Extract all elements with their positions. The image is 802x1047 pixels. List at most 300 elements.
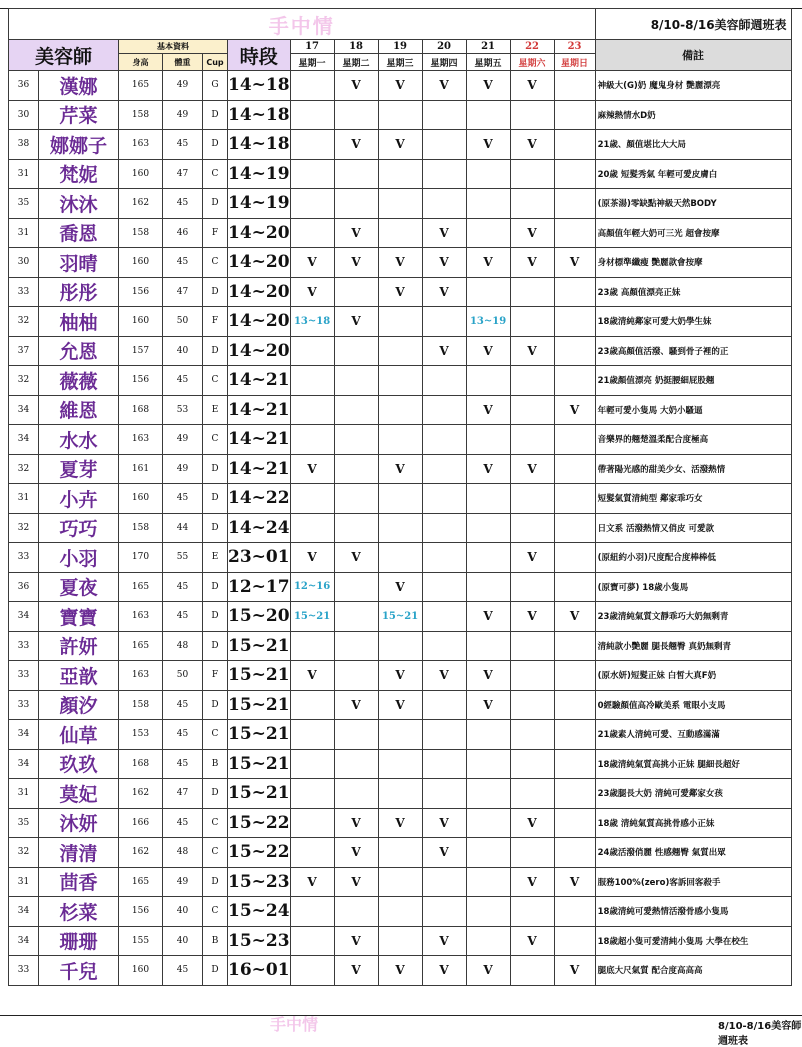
cup-cell: D (203, 130, 228, 160)
day-cell (334, 897, 378, 927)
age-cell: 31 (9, 484, 39, 514)
day-cell: V (554, 395, 595, 425)
height-cell: 153 (119, 720, 163, 750)
day-cell (466, 189, 510, 219)
age-cell: 33 (9, 690, 39, 720)
day-cell (290, 838, 334, 868)
remark-cell: (原茶湯)零缺點神級天然BODY (595, 189, 791, 219)
day-cell: V (422, 277, 466, 307)
day-cell: V (334, 867, 378, 897)
weight-cell: 45 (163, 602, 203, 632)
height-cell: 166 (119, 808, 163, 838)
age-cell: 34 (9, 602, 39, 632)
day-cell: V (510, 218, 554, 248)
day-cell (554, 100, 595, 130)
remark-cell: 日文系 活潑熱情又俏皮 可愛款 (595, 513, 791, 543)
day-cell (378, 484, 422, 514)
weight-cell: 40 (163, 926, 203, 956)
day-cell: V (378, 690, 422, 720)
age-cell: 32 (9, 838, 39, 868)
day-cell: V (378, 808, 422, 838)
remark-cell: 18歲 清純氣質高挑骨感小正妹 (595, 808, 791, 838)
table-row (9, 395, 792, 425)
time-slot-cell: 14~22 (228, 484, 291, 514)
weight-cell: 40 (163, 336, 203, 366)
day-cell (290, 956, 334, 986)
table-row (9, 602, 792, 632)
table-row (9, 425, 792, 455)
cup-cell: B (203, 749, 228, 779)
height-cell: 163 (119, 130, 163, 160)
day-cell (554, 484, 595, 514)
day-cell: 13~19 (466, 307, 510, 337)
weekday-header: 星期二 (334, 54, 378, 71)
day-cell (378, 867, 422, 897)
day-cell (554, 690, 595, 720)
height-cell: 156 (119, 366, 163, 396)
remark-cell: 短髮氣質清純型 鄰家乖巧女 (595, 484, 791, 514)
cup-cell: D (203, 189, 228, 219)
therapist-name: 夏夜 (39, 572, 119, 602)
day-cell (466, 218, 510, 248)
time-slot-cell: 16~01 (228, 956, 291, 986)
day-cell (554, 661, 595, 691)
day-cell (290, 336, 334, 366)
day-cell (422, 366, 466, 396)
table-row (9, 277, 792, 307)
age-cell: 31 (9, 779, 39, 809)
remark-cell: 年輕可愛小隻馬 大奶小騷逼 (595, 395, 791, 425)
day-cell (334, 484, 378, 514)
therapist-name: 莫妃 (39, 779, 119, 809)
time-slot-cell: 14~21 (228, 425, 291, 455)
table-row (9, 690, 792, 720)
day-cell: V (422, 808, 466, 838)
day-cell (554, 159, 595, 189)
time-slot-cell: 15~23 (228, 926, 291, 956)
therapist-name: 仙草 (39, 720, 119, 750)
height-cell: 158 (119, 100, 163, 130)
day-cell (290, 631, 334, 661)
day-cell: V (510, 602, 554, 632)
day-cell (334, 277, 378, 307)
day-cell (422, 602, 466, 632)
day-cell: V (510, 130, 554, 160)
remark-cell: 18歲清純氣質高挑小正妹 腿細長超好 (595, 749, 791, 779)
therapist-name: 寶寶 (39, 602, 119, 632)
table-row (9, 218, 792, 248)
therapist-name: 娜娜子 (39, 130, 119, 160)
day-cell: V (290, 867, 334, 897)
day-cell: V (422, 71, 466, 101)
day-cell: V (334, 808, 378, 838)
weight-cell: 45 (163, 808, 203, 838)
therapist-name: 珊珊 (39, 926, 119, 956)
day-cell (510, 425, 554, 455)
date-header: 23 (554, 40, 595, 54)
day-cell: V (466, 454, 510, 484)
remark-cell: 音樂界的翹楚溫柔配合度極高 (595, 425, 791, 455)
table-row (9, 100, 792, 130)
day-cell (510, 572, 554, 602)
remark-cell: 清純款小艷麗 腿長翹臀 真奶無剩青 (595, 631, 791, 661)
table-row (9, 897, 792, 927)
remark-cell: (原水妍)短髮正妹 白皙大真F奶 (595, 661, 791, 691)
therapist-name: 小卉 (39, 484, 119, 514)
age-cell: 32 (9, 454, 39, 484)
height-cell: 165 (119, 572, 163, 602)
remark-cell: 帶著陽光感的甜美少女、活潑熱情 (595, 454, 791, 484)
day-cell (334, 366, 378, 396)
cup-cell: C (203, 248, 228, 278)
day-cell (378, 366, 422, 396)
weight-cell: 49 (163, 867, 203, 897)
time-slot-cell: 15~21 (228, 720, 291, 750)
day-cell (510, 897, 554, 927)
height-cell: 160 (119, 307, 163, 337)
height-cell: 160 (119, 248, 163, 278)
remark-cell: 23歲腿長大奶 清純可愛鄰家女孩 (595, 779, 791, 809)
remark-cell: 18歲超小隻可愛清純小隻馬 大學在校生 (595, 926, 791, 956)
weight-cell: 44 (163, 513, 203, 543)
day-cell (290, 425, 334, 455)
day-cell (334, 572, 378, 602)
table-row (9, 484, 792, 514)
day-cell (554, 307, 595, 337)
time-slot-cell: 15~20 (228, 602, 291, 632)
day-cell (466, 543, 510, 573)
day-cell: V (422, 926, 466, 956)
day-cell: V (334, 838, 378, 868)
day-cell: V (422, 248, 466, 278)
table-row (9, 838, 792, 868)
day-cell (334, 602, 378, 632)
day-cell (510, 100, 554, 130)
age-cell: 35 (9, 808, 39, 838)
day-cell: V (510, 867, 554, 897)
weight-cell: 48 (163, 838, 203, 868)
day-cell (290, 218, 334, 248)
height-cell: 160 (119, 159, 163, 189)
day-cell: V (334, 71, 378, 101)
weekday-header: 星期一 (290, 54, 334, 71)
day-cell (422, 159, 466, 189)
day-cell (554, 513, 595, 543)
day-cell (466, 838, 510, 868)
day-cell: V (466, 71, 510, 101)
day-cell (510, 513, 554, 543)
time-slot-cell: 14~24 (228, 513, 291, 543)
therapist-name: 維恩 (39, 395, 119, 425)
day-cell: 15~21 (378, 602, 422, 632)
remark-cell: 服務100%(zero)客訴回客殺手 (595, 867, 791, 897)
day-cell (334, 189, 378, 219)
day-cell (510, 189, 554, 219)
day-cell: V (334, 956, 378, 986)
day-cell (378, 307, 422, 337)
day-cell: V (510, 926, 554, 956)
day-cell (422, 395, 466, 425)
age-cell: 30 (9, 100, 39, 130)
therapist-name: 巧巧 (39, 513, 119, 543)
age-cell: 36 (9, 71, 39, 101)
day-cell (510, 690, 554, 720)
therapist-name: 柚柚 (39, 307, 119, 337)
day-cell (334, 661, 378, 691)
time-slot-cell: 14~20 (228, 248, 291, 278)
height-cell: 158 (119, 690, 163, 720)
day-cell: V (290, 454, 334, 484)
day-cell (422, 897, 466, 927)
time-slot-cell: 14~18 (228, 100, 291, 130)
height-cell: 162 (119, 779, 163, 809)
time-slot-cell: 15~22 (228, 838, 291, 868)
brand-title: 手中情 (9, 9, 596, 40)
day-cell (378, 189, 422, 219)
day-cell (422, 867, 466, 897)
day-cell: V (554, 602, 595, 632)
weight-cell: 48 (163, 631, 203, 661)
table-row (9, 71, 792, 101)
age-cell: 33 (9, 277, 39, 307)
table-row (9, 159, 792, 189)
age-cell: 34 (9, 395, 39, 425)
day-cell (466, 749, 510, 779)
date-header: 18 (334, 40, 378, 54)
height-cell: 155 (119, 926, 163, 956)
day-cell: V (378, 956, 422, 986)
day-cell (378, 100, 422, 130)
day-cell (422, 454, 466, 484)
therapist-name: 允恩 (39, 336, 119, 366)
day-cell (378, 543, 422, 573)
day-cell (290, 71, 334, 101)
cup-cell: E (203, 543, 228, 573)
day-cell (290, 366, 334, 396)
time-column-header: 時段 (228, 40, 291, 71)
cup-cell: D (203, 484, 228, 514)
day-cell (554, 779, 595, 809)
age-cell: 30 (9, 248, 39, 278)
height-cell: 170 (119, 543, 163, 573)
day-cell (334, 779, 378, 809)
time-slot-cell: 14~20 (228, 336, 291, 366)
day-cell: V (554, 867, 595, 897)
day-cell: V (466, 336, 510, 366)
height-cell: 162 (119, 838, 163, 868)
age-cell: 33 (9, 631, 39, 661)
cup-cell: G (203, 71, 228, 101)
cup-cell: F (203, 307, 228, 337)
day-cell (554, 71, 595, 101)
basic-info-header: 基本資料 (119, 40, 228, 54)
day-cell (510, 720, 554, 750)
day-cell (334, 425, 378, 455)
day-cell (466, 100, 510, 130)
height-column-header: 身高 (119, 54, 163, 71)
age-cell: 34 (9, 749, 39, 779)
table-row (9, 543, 792, 573)
day-cell: V (334, 130, 378, 160)
weight-cell: 53 (163, 395, 203, 425)
therapist-name: 夏芽 (39, 454, 119, 484)
height-cell: 163 (119, 602, 163, 632)
footer-period: 8/10-8/16美容師週班表 (718, 1021, 802, 1047)
day-cell (334, 513, 378, 543)
remark-cell: 21歲、顏值堪比大大局 (595, 130, 791, 160)
day-cell (378, 218, 422, 248)
day-cell (422, 749, 466, 779)
day-cell (290, 100, 334, 130)
day-cell (334, 395, 378, 425)
day-cell (422, 484, 466, 514)
day-cell (510, 366, 554, 396)
therapist-name: 沐沐 (39, 189, 119, 219)
day-cell (422, 779, 466, 809)
day-cell: V (422, 336, 466, 366)
day-cell (290, 130, 334, 160)
height-cell: 157 (119, 336, 163, 366)
day-cell (554, 838, 595, 868)
time-slot-cell: 15~21 (228, 631, 291, 661)
day-cell: V (378, 572, 422, 602)
table-row (9, 808, 792, 838)
day-cell (466, 425, 510, 455)
day-cell (554, 189, 595, 219)
table-row (9, 307, 792, 337)
day-cell: V (466, 130, 510, 160)
day-cell (466, 277, 510, 307)
weight-cell: 45 (163, 749, 203, 779)
day-cell (466, 572, 510, 602)
day-cell (378, 159, 422, 189)
date-header: 21 (466, 40, 510, 54)
day-cell (466, 513, 510, 543)
height-cell: 161 (119, 454, 163, 484)
day-cell (554, 425, 595, 455)
day-cell (378, 720, 422, 750)
day-cell (466, 779, 510, 809)
table-row (9, 926, 792, 956)
age-cell: 33 (9, 661, 39, 691)
day-cell: V (554, 956, 595, 986)
date-header: 17 (290, 40, 334, 54)
day-cell (422, 307, 466, 337)
day-cell (378, 838, 422, 868)
day-cell (510, 661, 554, 691)
day-cell (554, 218, 595, 248)
height-cell: 165 (119, 631, 163, 661)
therapist-name: 水水 (39, 425, 119, 455)
table-row (9, 867, 792, 897)
weight-cell: 47 (163, 779, 203, 809)
remark-cell: 腿底大尺氣質 配合度高高高 (595, 956, 791, 986)
name-column-header: 美容師 (9, 40, 119, 71)
remark-cell: 21歲素人清純可愛、互動感滿滿 (595, 720, 791, 750)
day-cell (290, 749, 334, 779)
day-cell (290, 779, 334, 809)
table-row (9, 720, 792, 750)
therapist-name: 喬恩 (39, 218, 119, 248)
day-cell: V (510, 454, 554, 484)
day-cell: V (466, 602, 510, 632)
time-slot-cell: 14~20 (228, 218, 291, 248)
cup-cell: C (203, 366, 228, 396)
height-cell: 163 (119, 661, 163, 691)
day-cell: V (290, 661, 334, 691)
day-cell: V (554, 248, 595, 278)
day-cell: V (378, 130, 422, 160)
weekday-header: 星期日 (554, 54, 595, 71)
day-cell (554, 720, 595, 750)
day-cell (378, 779, 422, 809)
therapist-name: 漢娜 (39, 71, 119, 101)
remark-cell: (原紐約小羽)尺度配合度棒棒低 (595, 543, 791, 573)
age-cell: 33 (9, 956, 39, 986)
day-cell (510, 307, 554, 337)
day-cell (554, 631, 595, 661)
day-cell: V (290, 543, 334, 573)
day-cell: V (422, 956, 466, 986)
day-cell (510, 779, 554, 809)
weight-cell: 45 (163, 366, 203, 396)
remark-cell: (原寶可夢) 18歲小隻馬 (595, 572, 791, 602)
remark-cell: 23歲高顏值活潑、騷到骨子裡的正 (595, 336, 791, 366)
remark-cell: 21歲顏值漂亮 奶挺腰細屁股翹 (595, 366, 791, 396)
day-cell (422, 631, 466, 661)
therapist-name: 玖玖 (39, 749, 119, 779)
therapist-name: 許妍 (39, 631, 119, 661)
day-cell (510, 159, 554, 189)
day-cell (378, 513, 422, 543)
day-cell (510, 749, 554, 779)
cup-cell: D (203, 690, 228, 720)
cup-cell: D (203, 631, 228, 661)
weekday-header: 星期六 (510, 54, 554, 71)
day-cell (510, 838, 554, 868)
remark-cell: 18歲清純鄰家可愛大奶學生妹 (595, 307, 791, 337)
remark-cell: 麻辣熱情水D奶 (595, 100, 791, 130)
day-cell: V (378, 248, 422, 278)
day-cell (378, 631, 422, 661)
cup-cell: F (203, 218, 228, 248)
therapist-name: 薇薇 (39, 366, 119, 396)
day-cell: V (466, 248, 510, 278)
time-slot-cell: 15~23 (228, 867, 291, 897)
table-row (9, 513, 792, 543)
day-cell (334, 720, 378, 750)
day-cell (290, 690, 334, 720)
day-cell: V (466, 690, 510, 720)
day-cell (378, 395, 422, 425)
day-cell (554, 130, 595, 160)
age-cell: 32 (9, 513, 39, 543)
remark-cell: 24歲活潑俏麗 性感翹臀 氣質出眾 (595, 838, 791, 868)
day-cell: V (510, 808, 554, 838)
day-cell (510, 956, 554, 986)
day-cell (290, 897, 334, 927)
day-cell: V (510, 248, 554, 278)
cup-cell: D (203, 277, 228, 307)
day-cell (422, 690, 466, 720)
day-cell: 13~18 (290, 307, 334, 337)
cup-cell: C (203, 425, 228, 455)
cup-cell: D (203, 100, 228, 130)
day-cell (554, 336, 595, 366)
time-slot-cell: 15~24 (228, 897, 291, 927)
time-slot-cell: 14~21 (228, 454, 291, 484)
day-cell (290, 484, 334, 514)
